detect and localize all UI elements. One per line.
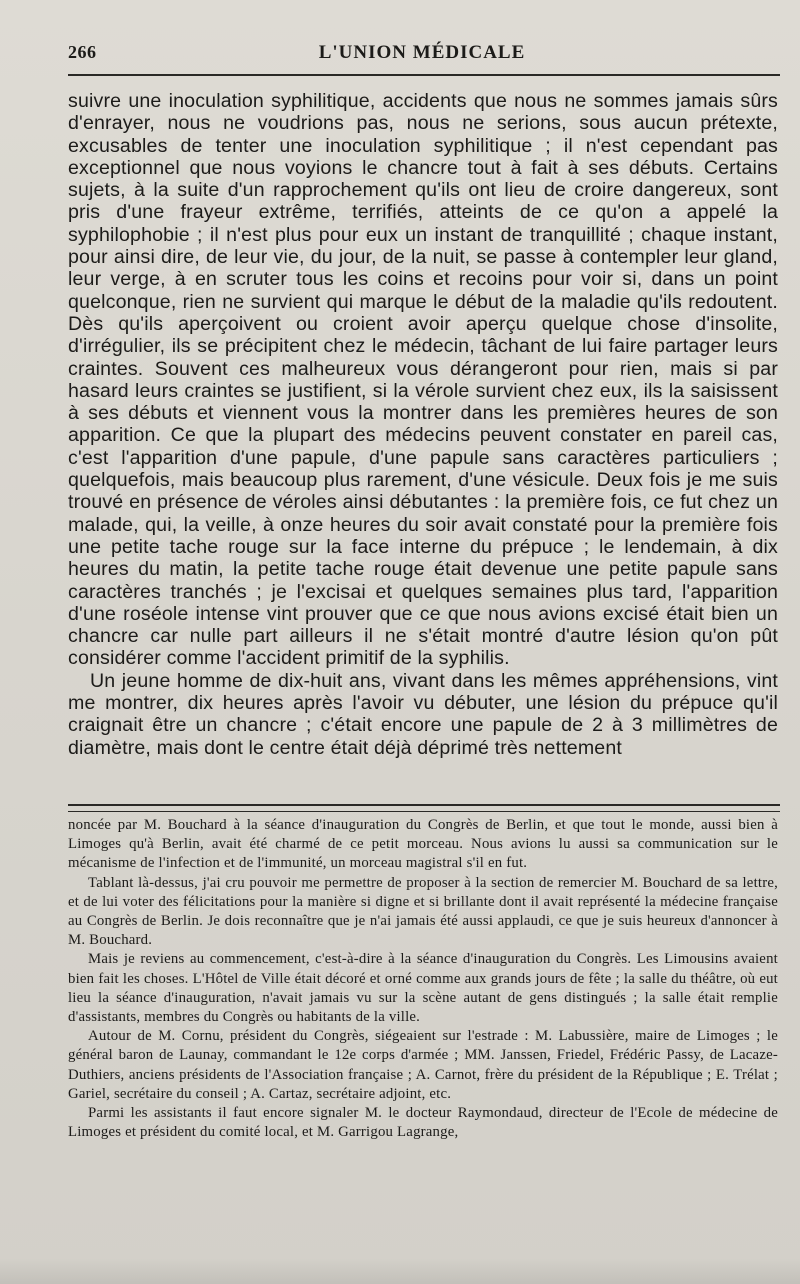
- main-text: [68, 90, 778, 759]
- footnote-rule: [68, 804, 780, 812]
- main-paragraph: suivre une inoculation syphilitique, accidents que nous ne sommes jamais sûrs d'enrayer, nous ne voudrions pas, nous ne serions, sous aucun prétexte, excusables de tenter une inoculation syphilitique ; il n'est cependant pas exceptionnel que nous voyions le chancre tout à fait à ses débuts. Certains sujets, à la suite d'un rapprochement qu'ils ont lieu de croire dangereux, sont pris d'une frayeur extrême, terrifiés, atteints de ce qu'on a appelé la syphilophobie ; il n'est plus pour eux un instant de tranquillité ; chaque instant, pour ainsi dire, de leur vie, du jour, de la nuit, se passe à contempler leur gland, leur verge, à en scruter tous les coins et recoins pour voir si, dans un point quelconque, rien ne survient qui marque le début de la maladie qu'ils redoutent. Dès qu'ils aperçoivent ou croient avoir aperçu quelque chose d'insolite, d'irrégulier, ils se précipitent chez le médecin, tâchant de lui faire partager leurs craintes. Souvent ces malheureux vous dérangeront pour rien, mais si par hasard leurs craintes se justifient, si la vérole survient chez eux, ils la saisissent à ses débuts et viennent vous la montrer dans les premières heures de son apparition. Ce que la plupart des médecins peuvent constater en pareil cas, c'est l'apparition d'une papule, d'une papule sans caractères particuliers ; quelquefois, mais beaucoup plus rarement, d'une vésicule. Deux fois je me suis trouvé en présence de véroles ainsi débutantes : la première fois, ce fut chez un malade, qui, la veille, à onze heures du soir avait constaté pour la première fois une petite tache rouge sur la face interne du prépuce ; le lendemain, à dix heures du matin, la petite tache rouge était devenue une petite papule sans caractères tranchés ; je l'excisai et quelques semaines plus tard, l'apparition d'une roséole intense vint prouver que ce que nous avions excisé était bien un chancre car nulle part ailleurs il ne s'était montré d'autre lésion qu'on pût considérer comme l'accident primitif de la syphilis.: [68, 90, 778, 670]
- page-number: 266: [68, 42, 97, 62]
- main-paragraph: Un jeune homme de dix-huit ans, vivant dans les mêmes appréhensions, vint me montrer, dix heures après l'avoir vu débuter, une lésion du prépuce qu'il craignait être un chancre ; c'était encore une papule de 2 à 3 millimètres de diamètre, mais dont le centre était déjà déprimé très nettement: [68, 669, 778, 759]
- footnote-paragraph: noncée par M. Bouchard à la séance d'inauguration du Congrès de Berlin, et que tout le monde, aussi bien à Limoges qu'à Berlin, avait été charmé de ce petit morceau. Nous avions lu aussi sa communication sur le mécanisme de l'infection et de l'immunité, un morceau magistral s'il en fut.: [68, 817, 778, 872]
- journal-title: L'UNION MÉDICALE: [318, 42, 526, 63]
- header-rule: [68, 74, 780, 76]
- footnote-paragraph: Tablant là-dessus, j'ai cru pouvoir me permettre de proposer à la section de remercier M. Bouchard de sa lettre, et de lui voter des félicitations pour la manière si digne et si brillante dont il avait représenté la médecine française au Congrès de Berlin. Je dois reconnaître que je n'ai jamais été aussi applaudi, ce que je suis heureux d'annoncer à M. Bouchard.: [68, 874, 778, 949]
- running-head: [68, 40, 776, 70]
- footnote-paragraph: Mais je reviens au commencement, c'est-à-dire à la séance d'inauguration du Congrès. Les Limousins avaient bien fait les choses. L'Hôtel de Ville était décoré et orné comme aux grands jours de fête ; la salle du théâtre, où eut lieu la séance d'inauguration, n'avait jamais vu sur la scène autant de gens distingués ; la salle était remplie d'assistants, membres du Congrès ou habitants de la ville.: [68, 951, 778, 1026]
- footnotes: [68, 816, 778, 1142]
- page-bottom-edge: [0, 1258, 800, 1284]
- footnote-paragraph: Autour de M. Cornu, président du Congrès, siégeaient sur l'estrade : M. Labussière, maire de Limoges ; le général baron de Launay, commandant le 12e corps d'armée ; MM. Janssen, Friedel, Frédéric Passy, de Lacaze-Duthiers, anciens présidents de l'Association française ; A. Carnot, frère du président de la République ; E. Trélat ; Gariel, secrétaire du conseil ; A. Cartaz, secrétaire adjoint, etc.: [68, 1028, 778, 1102]
- footnote-paragraph: Parmi les assistants il faut encore signaler M. le docteur Raymondaud, directeur de l'Ecole de médecine de Limoges et président du comité local, et M. Garrigou Lagrange,: [68, 1105, 778, 1141]
